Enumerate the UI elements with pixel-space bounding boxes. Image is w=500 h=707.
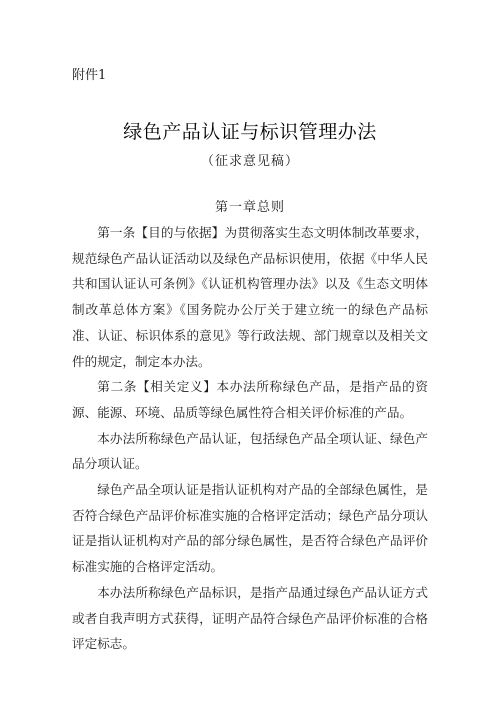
paragraph-label-definition: 本办法所称绿色产品标识，是指产品通过绿色产品认证方式或者自我声明方式获得，证明产品符合绿色产品评价标准的合格评定标志。 <box>72 584 428 652</box>
paragraph-certification-scope: 本办法所称绿色产品认证，包括绿色产品全项认证、绿色产品分项认证。 <box>72 430 428 472</box>
attachment-label: 附件1 <box>72 68 107 83</box>
document-subtitle: （征求意见稿） <box>200 154 299 169</box>
paragraph-certification-definitions: 绿色产品全项认证是指认证机构对产品的全部绿色属性，是否符合绿色产品评价标准实施的合格评定活动；绿色产品分项认证是指认证机构对产品的部分绿色属性，是否符合绿色产品评价标准实施的合格评定活动。 <box>72 482 428 575</box>
chapter-heading: 第一章总则 <box>214 200 285 215</box>
document-title: 绿色产品认证与标识管理办法 <box>123 121 377 143</box>
paragraph-article-2: 第二条【相关定义】本办法所称绿色产品，是指产品的资源、能源、环境、品质等绿色属性符合相关评价标准的产品。 <box>72 379 428 420</box>
paragraph-article-1: 第一条【目的与依据】为贯彻落实生态文明体制改革要求，规范绿色产品认证活动以及绿色产品标识使用，依据《中华人民共和国认证认可条例》《认证机构管理办法》以及《生态文明体制改革总体方案》《国务院办公厅关于建立统一的绿色产品标准、认证、标识体系的意见》等行政法规、部门规章以及相关文件的规定，制定本办法。 <box>72 225 428 369</box>
document-body <box>72 220 428 657</box>
